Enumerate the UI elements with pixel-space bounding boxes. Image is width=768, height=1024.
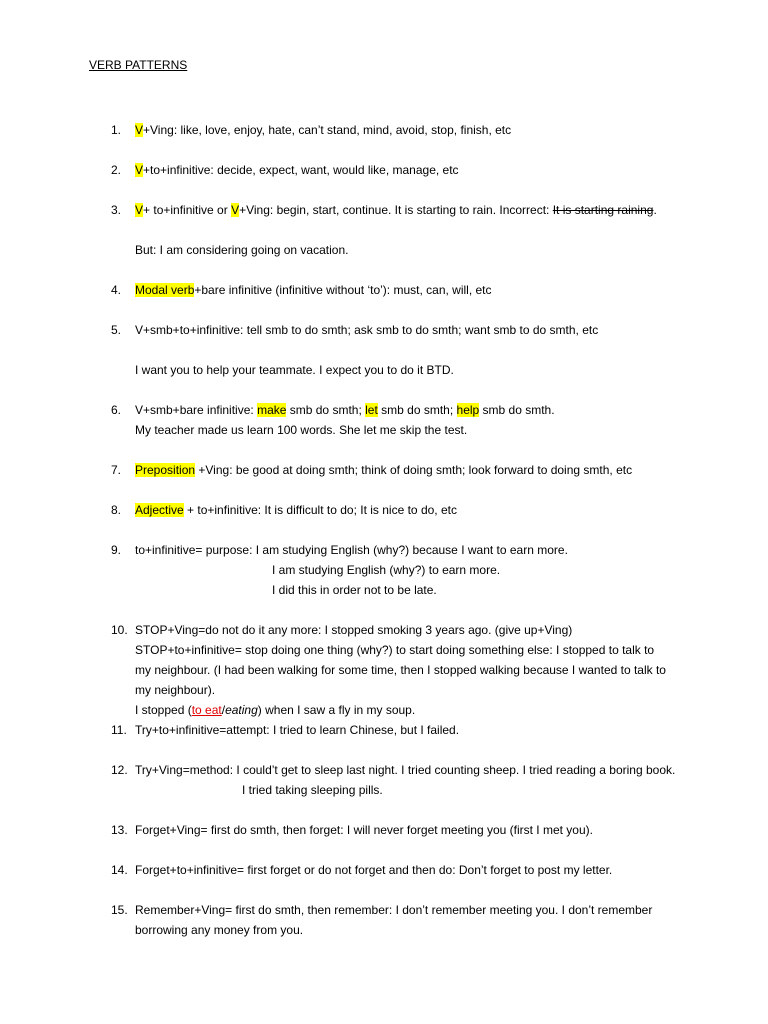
item-number: 14. [111,863,128,877]
list-item: V+ to+infinitive or V+Ving: begin, start, continue. It is starting to rain. Incorrect: It is starting raining. [135,203,657,217]
item-number: 8. [111,503,122,517]
list-item: Forget+to+infinitive= first forget or do not forget and then do: Don’t forget to post my letter. [135,863,613,877]
item-example: I stopped (to eat/eating) when I saw a fly in my soup. [135,703,416,717]
list-item: V+smb+to+infinitive: tell smb to do smth; ask smb to do smth; want smb to do smth, etc [135,323,599,337]
item-number: 1. [111,123,122,137]
item-number: 2. [111,163,122,177]
item-example: I want you to help your teammate. I expect you to do it BTD. [135,363,454,377]
item-number: 4. [111,283,122,297]
item-example: my neighbour). [135,683,216,697]
item-example: STOP+to+infinitive= stop doing one thing (why?) to start doing something else: I stopped to talk to [135,643,655,657]
item-number: 13. [111,823,128,837]
item-number: 10. [111,623,128,637]
strikethrough-text: It is starting raining [552,203,654,217]
list-item: Try+Ving=method: I could’t get to sleep last night. I tried counting sheep. I tried reading a boring book. [135,763,676,777]
list-item: STOP+Ving=do not do it any more: I stopped smoking 3 years ago. (give up+Ving) [135,623,573,637]
item-number: 6. [111,403,122,417]
item-example: I am studying English (why?) to earn more. [272,563,501,577]
item-number: 9. [111,543,122,557]
list-item: Adjective + to+infinitive: It is difficult to do; It is nice to do, etc [135,503,457,517]
page-title: VERB PATTERNS [89,58,188,72]
list-item: Try+to+infinitive=attempt: I tried to learn Chinese, but I failed. [135,723,460,737]
item-example: I did this in order not to be late. [272,583,437,597]
item-number: 7. [111,463,122,477]
list-item: V+smb+bare infinitive: make smb do smth; let smb do smth; help smb do smth. [135,403,555,417]
item-number: 12. [111,763,128,777]
red-text: to eat [191,703,222,717]
list-item: to+infinitive= purpose: I am studying English (why?) because I want to earn more. [135,543,568,557]
item-example: borrowing any money from you. [135,923,304,937]
item-number: 5. [111,323,122,337]
list-item: Forget+Ving= first do smth, then forget: I will never forget meeting you (first I met you). [135,823,593,837]
item-example: But: I am considering going on vacation. [135,243,349,257]
item-number: 11. [111,723,127,737]
list-item: Remember+Ving= first do smth, then remember: I don’t remember meeting you. I don’t remember [135,903,653,917]
list-item: Modal verb+bare infinitive (infinitive without ‘to’): must, can, will, etc [135,283,492,297]
item-number: 15. [111,903,128,917]
list-item: V+to+infinitive: decide, expect, want, would like, manage, etc [135,163,459,177]
item-example: My teacher made us learn 100 words. She let me skip the test. [135,423,468,437]
list-item: V+Ving: like, love, enjoy, hate, can’t stand, mind, avoid, stop, finish, etc [135,123,512,137]
item-number: 3. [111,203,122,217]
list-item: Preposition +Ving: be good at doing smth; think of doing smth; look forward to doing smth, etc [135,463,633,477]
item-example: I tried taking sleeping pills. [242,783,383,797]
item-example: my neighbour. (I had been walking for some time, then I stopped walking because I wanted to talk to [135,663,666,677]
